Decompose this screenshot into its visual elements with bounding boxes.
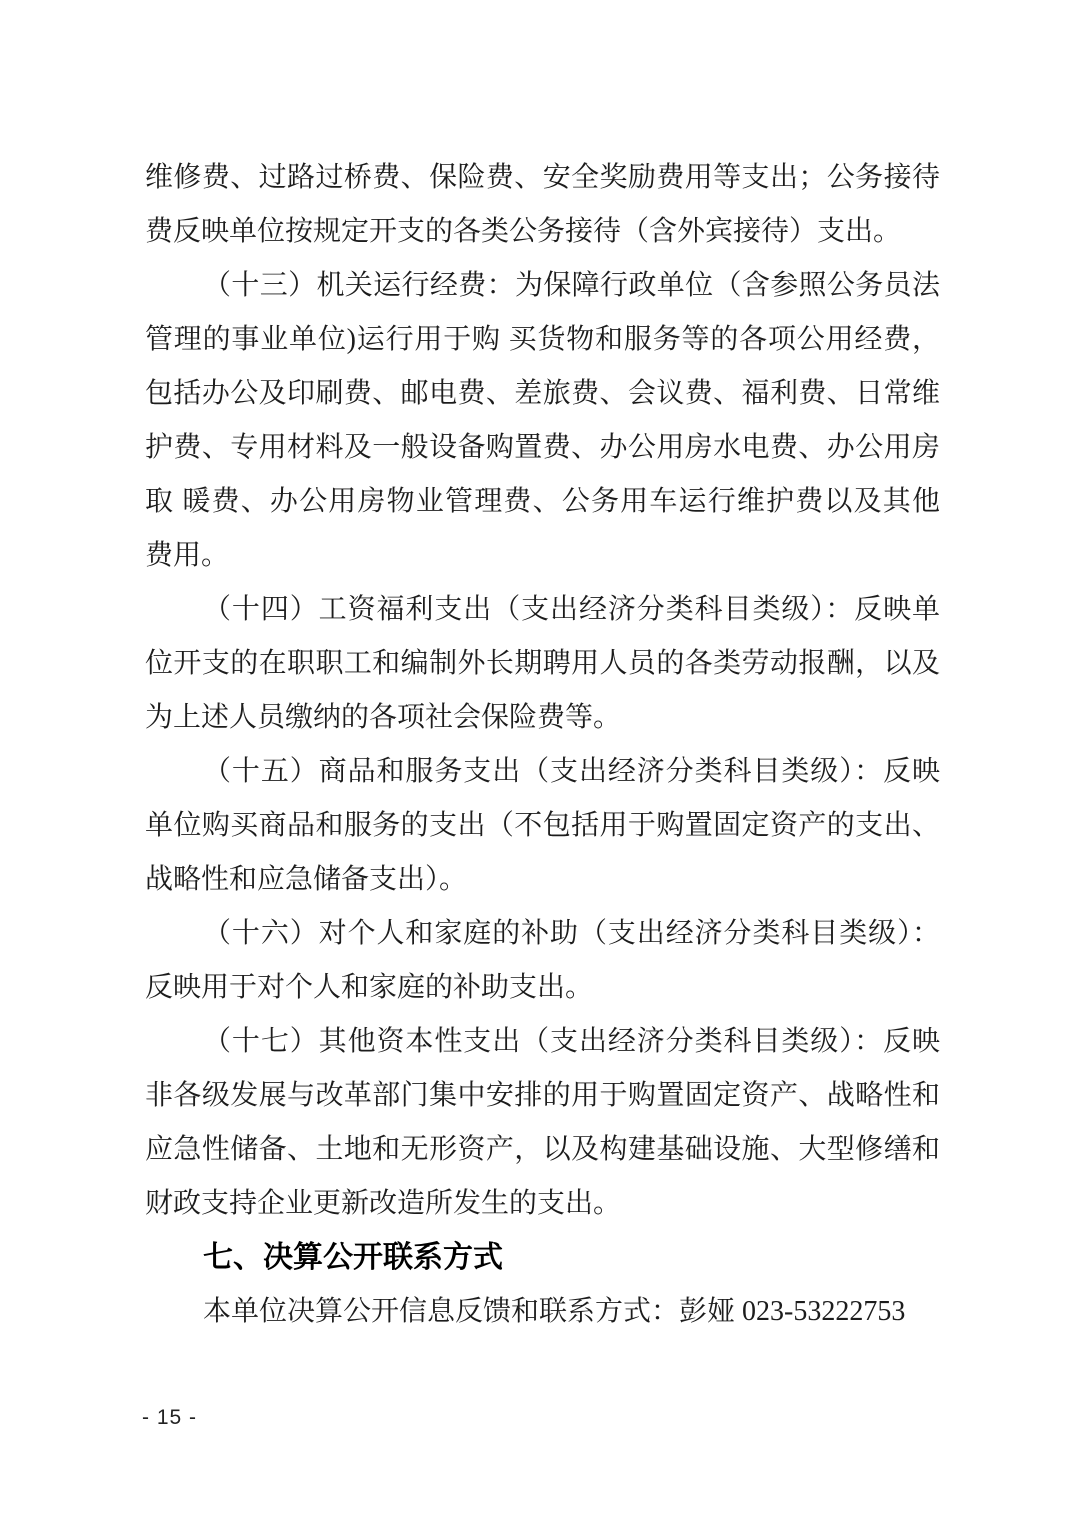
body-line: 维修费、过路过桥费、保险费、安全奖励费用等支出；公务接待 (145, 162, 940, 193)
body-line: 为上述人员缴纳的各项社会保险费等。 (145, 702, 622, 733)
body-line: （十七）其他资本性支出（支出经济分类科目类级）：反映 (203, 1026, 940, 1057)
section-heading: 七、决算公开联系方式 (203, 1241, 503, 1274)
body-line: （十四）工资福利支出（支出经济分类科目类级）：反映单 (203, 594, 940, 625)
body-line: 包括办公及印刷费、邮电费、差旅费、会议费、福利费、日常维 (145, 378, 940, 409)
body-line: （十三）机关运行经费：为保障行政单位（含参照公务员法 (203, 270, 940, 301)
body-line: 应急性储备、土地和无形资产，以及构建基础设施、大型修缮和 (145, 1134, 940, 1165)
text-block (145, 151, 940, 1339)
body-line: 管理的事业单位)运行用于购 买货物和服务等的各项公用经费， (145, 324, 940, 355)
body-line: 取 暖费、办公用房物业管理费、公务用车运行维护费以及其他 (145, 486, 940, 517)
body-line: （十五）商品和服务支出（支出经济分类科目类级）：反映 (203, 756, 940, 787)
body-line: （十六）对个人和家庭的补助（支出经济分类科目类级）： (203, 918, 940, 949)
page-number: - 15 - (142, 1406, 198, 1429)
body-line: 单位购买商品和服务的支出（不包括用于购置固定资产的支出、 (145, 810, 940, 841)
contact-line: 本单位决算公开信息反馈和联系方式：彭娅 023-53222753 (203, 1296, 906, 1327)
body-line: 费用。 (145, 540, 230, 571)
body-line: 非各级发展与改革部门集中安排的用于购置固定资产、战略性和 (145, 1080, 940, 1111)
body-line: 护费、专用材料及一般设备购置费、办公用房水电费、办公用房 (145, 432, 940, 463)
body-line: 位开支的在职职工和编制外长期聘用人员的各类劳动报酬，以及 (145, 648, 940, 679)
body-line: 反映用于对个人和家庭的补助支出。 (145, 972, 594, 1003)
body-line: 费反映单位按规定开支的各类公务接待（含外宾接待）支出。 (145, 216, 902, 247)
body-line: 战略性和应急储备支出）。 (145, 864, 468, 895)
body-line: 财政支持企业更新改造所发生的支出。 (145, 1188, 622, 1219)
